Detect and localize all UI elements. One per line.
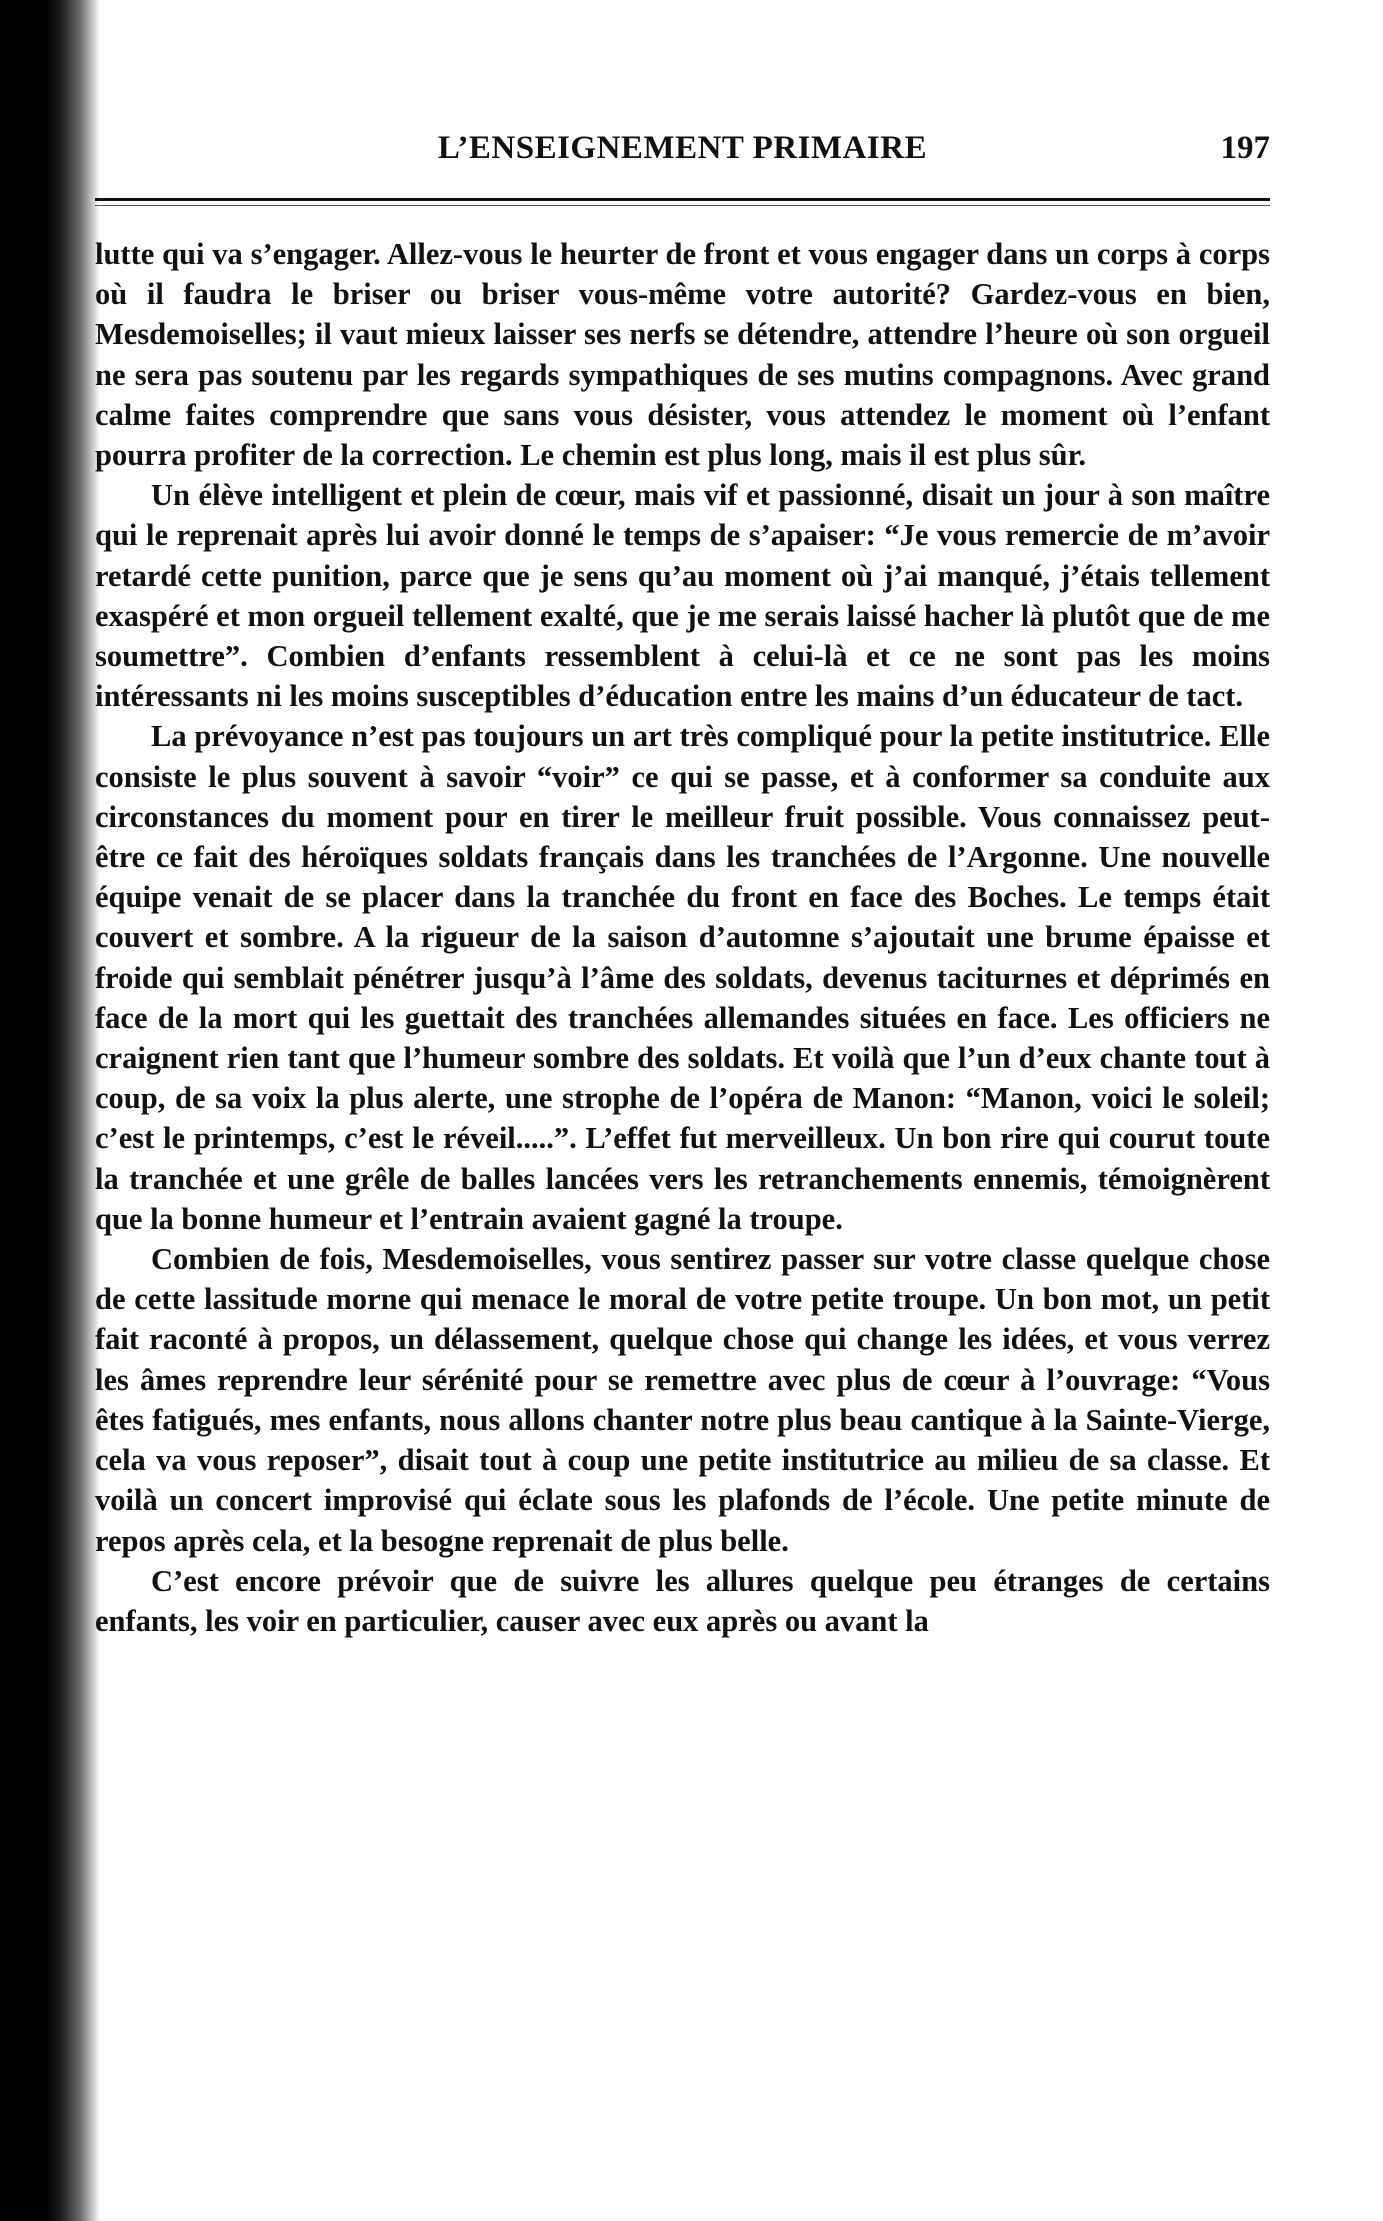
paragraph-1: lutte qui va s’engager. Allez-vous le heurter de front et vous engager dans un corps à corps où il faudra le briser ou briser vous-même votre autorité? Gardez-vous en bien, Mesdemoiselles; il vaut mieux laisser ses nerfs se détendre, attendre l’heure où son orgueil ne sera pas soutenu par les regards sympathiques de ses mutins compagnons. Avec grand calme faites comprendre que sans vous désister, vous attendez le moment où l’enfant pourra profiter de la correction. Le chemin est plus long, mais il est plus sûr. (95, 237, 1270, 473)
paragraph-4: Combien de fois, Mesdemoiselles, vous sentirez passer sur votre classe quelque chose de cette lassitude morne qui menace le moral de votre petite troupe. Un bon mot, un petit fait raconté à propos, un délassement, quelque chose qui change les idées, et vous verrez les âmes reprendre leur sérénité pour se remettre avec plus de cœur à l’ouvrage: “Vous êtes fatigués, mes enfants, nous allons chanter notre plus beau cantique à la Sainte-Vierge, cela va vous reposer”, disait tout à coup une petite institutrice au milieu de sa classe. Et voilà un concert improvisé qui éclate sous les plafonds de l’école. Une petite minute de repos après cela, et la besogne reprenait de plus belle. (95, 1242, 1270, 1558)
running-title: L’ENSEIGNEMENT PRIMAIRE (437, 130, 928, 166)
page-header (95, 120, 1270, 176)
body-text (95, 234, 1270, 1641)
header-rule (95, 198, 1270, 201)
book-gutter (0, 0, 40, 2221)
page-number: 197 (1220, 130, 1270, 166)
book-page (95, 120, 1270, 1641)
paragraph-2: Un élève intelligent et plein de cœur, mais vif et passionné, disait un jour à son maître qui le reprenait après lui avoir donné le temps de s’apaiser: “Je vous remercie de m’avoir retardé cette punition, parce que je sens qu’au moment où j’ai manqué, j’étais tellement exaspéré et mon orgueil tellement exalté, que je me serais laissé hacher là plutôt que de me soumettre”. Combien d’enfants ressemblent à celui-là et ce ne sont pas les moins intéressants ni les moins susceptibles d’éducation entre les mains d’un éducateur de tact. (95, 478, 1270, 714)
paragraph-3: La prévoyance n’est pas toujours un art très compliqué pour la petite institutrice. Elle consiste le plus souvent à savoir “voir” ce qui se passe, et à conformer sa conduite aux circonstances du moment pour en tirer le meilleur fruit possible. Vous connaissez peut-être ce fait des héroïques soldats français dans les tranchées de l’Argonne. Une nouvelle équipe venait de se placer dans la tranchée du front en face des Boches. Le temps était couvert et sombre. A la rigueur de la saison d’automne s’ajoutait une brume épaisse et froide qui semblait pénétrer jusqu’à l’âme des soldats, devenus taciturnes et déprimés en face de la mort qui les guettait des tranchées allemandes situées en face. Les officiers ne craignent rien tant que l’humeur sombre des soldats. Et voilà que l’un d’eux chante tout à coup, de sa voix la plus alerte, une strophe de l’opéra de Manon: “Manon, voici le soleil; c’est le printemps, c’est le réveil.....”. L’effet fut merveilleux. Un bon rire qui courut toute la tranchée et une grêle de balles lancées vers les retranchements ennemis, témoignèrent que la bonne humeur et l’entrain avaient gagné la troupe. (95, 719, 1270, 1236)
paragraph-5: C’est encore prévoir que de suivre les allures quelque peu étranges de certains enfants, les voir en particulier, causer avec eux après ou avant la (95, 1563, 1270, 1638)
header-rule-thin (95, 205, 1270, 206)
